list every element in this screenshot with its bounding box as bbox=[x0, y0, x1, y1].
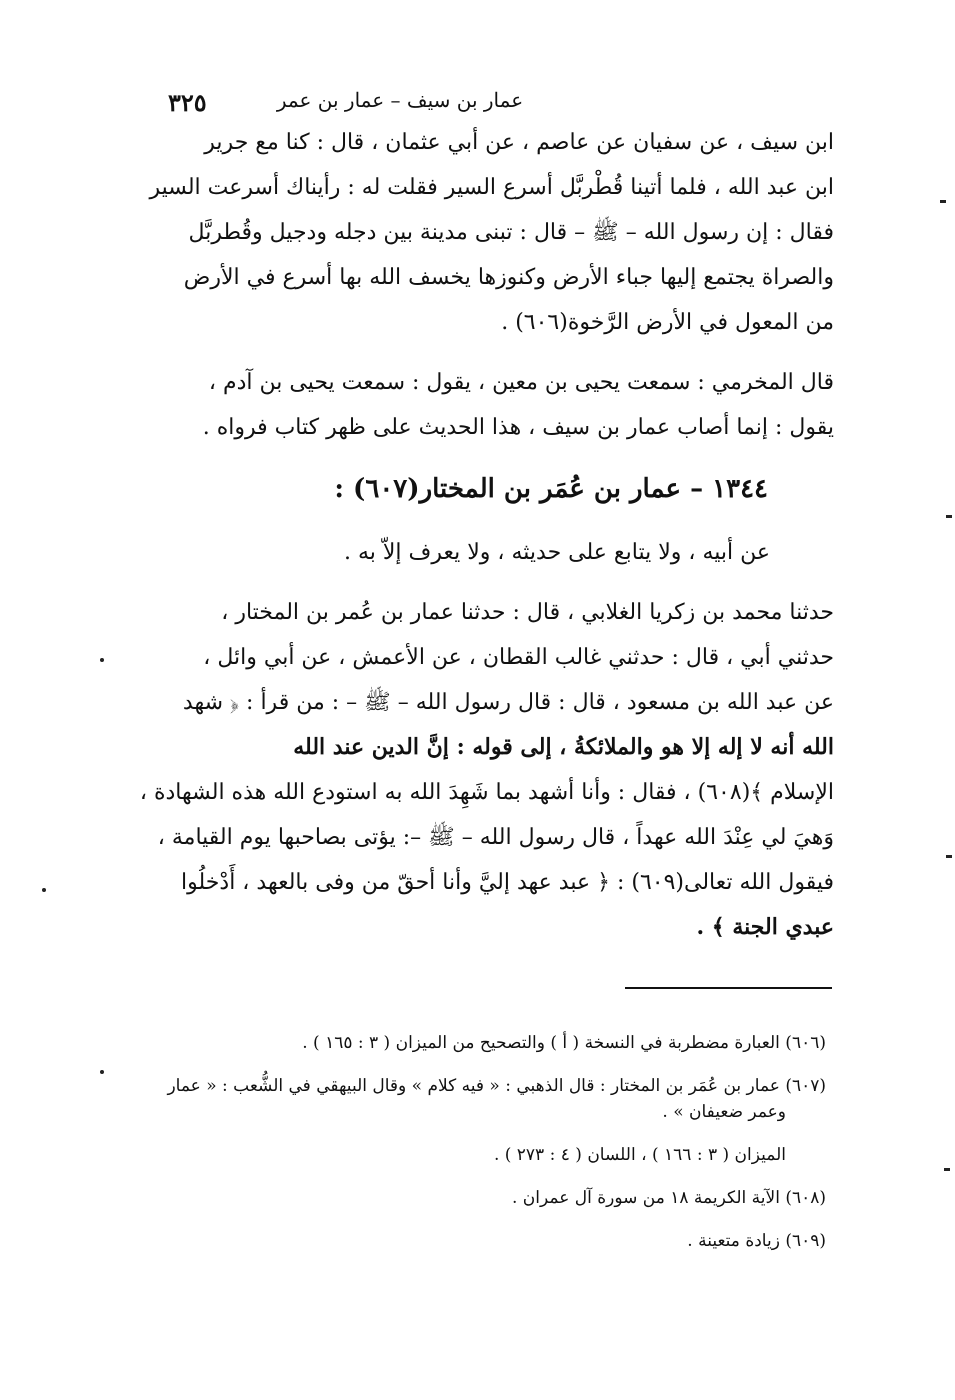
scan-mark bbox=[42, 888, 46, 892]
text-line: عن عبد الله بن مسعود ، قال : قال رسول الله – ﷺ – : من قرأ : ﴿ شهد bbox=[182, 690, 834, 715]
scan-mark bbox=[100, 1070, 104, 1074]
text-line: الإسلام ﴾(٦٠٨) ، فقال : وأنا أشهد بما شَهِدَ الله به استودع الله هذه الشهادة ، bbox=[139, 780, 834, 805]
text-line: حدثنا محمد بن زكريا الغلابي ، قال : حدثنا عمار بن عُمر بن المختار ، bbox=[221, 600, 834, 625]
running-title: عمار بن سيف – عمار بن عمر bbox=[276, 88, 524, 112]
text-line: فيقول الله تعالى(٦٠٩) : ﴿ عبد عهد إليَّ وأنا أحقّ من وفى بالعهد ، أَدْخلُوا bbox=[181, 870, 834, 895]
scan-mark bbox=[100, 658, 104, 662]
text-line: فقال : إن رسول الله – ﷺ – قال : تبنى مدينة بين دجله ودجيل وقُطربَّل bbox=[188, 220, 834, 245]
text-line: والصراة يجتمع إليها جباء الأرض وكنوزها يخسف الله بها أسرع في الأرض bbox=[183, 265, 834, 290]
paragraph-3 bbox=[300, 530, 770, 575]
text-line: عبدي الجنة ﴾ . bbox=[696, 914, 834, 940]
text-line: حدثني أبي ، قال : حدثني غالب القطان ، عن الأعمش ، عن أبي وائل ، bbox=[203, 645, 834, 670]
entry-heading: ١٣٤٤ – عمار بن عُمَر بن المختار(٦٠٧) : bbox=[334, 474, 768, 504]
paragraph-2 bbox=[136, 360, 834, 450]
text-line: ابن سيف ، عن سفيان عن عاصم ، عن أبي عثمان ، قال : كنا مع جرير bbox=[204, 130, 834, 155]
footnote-continuation: وعمر ضعيفان » . bbox=[662, 1102, 786, 1122]
scan-mark bbox=[944, 1168, 950, 1171]
paragraph-4 bbox=[136, 590, 834, 950]
footnote-separator bbox=[625, 987, 832, 989]
scan-mark bbox=[946, 855, 952, 858]
text-line: من المعول في الأرض الرَّخوة(٦٠٦) . bbox=[501, 310, 834, 335]
footnote: (٦٠٧) عمار بن عُمَر بن المختار : قال الذهبي : « فيه كلام » وقال البيهقي في الشُّعب : « عمار bbox=[167, 1076, 826, 1096]
paragraph-1 bbox=[136, 120, 834, 345]
footnote: (٦٠٩) زيادة متعينة . bbox=[687, 1231, 826, 1251]
text-line: عن أبيه ، ولا يتابع على حديثه ، ولا يعرف إلاّ به . bbox=[343, 540, 770, 565]
footnote: الميزان ( ٣ : ١٦٦ ) ، اللسان ( ٤ : ٢٧٣ ) . bbox=[493, 1145, 786, 1165]
text-line: قال المخرمي : سمعت يحيى بن معين ، يقول : سمعت يحيى بن آدم ، bbox=[208, 370, 834, 395]
footnote: (٦٠٦) العبارة مضطربة في النسخة ( أ ) والتصحيح من الميزان ( ٣ : ١٦٥ ) . bbox=[302, 1033, 826, 1053]
text-line: الله أنه لا إله إلا هو والملائكةُ ، إلى قوله : إنَّ الدين عند الله bbox=[293, 734, 834, 760]
scan-mark bbox=[940, 200, 946, 203]
footnote: (٦٠٨) الآية الكريمة ١٨ من سورة آل عمران . bbox=[511, 1188, 826, 1208]
text-line: يقول : إنما أصاب عمار بن سيف ، هذا الحديث على ظهر كتاب فرواه . bbox=[202, 415, 834, 440]
footnotes bbox=[136, 1030, 826, 1271]
text-line: ابن عبد الله ، فلما أتينا قُطْربَّل أسرع السير فقلت له : رأيناك أسرعت السير bbox=[149, 175, 834, 200]
scan-mark bbox=[946, 515, 952, 518]
page-number: ٣٢٥ bbox=[168, 88, 207, 117]
text-line: وَهيَ لي عِنْدَ الله عهداً ، قال رسول الله – ﷺ –: يؤتى بصاحبها يوم القيامة ، bbox=[157, 825, 834, 850]
